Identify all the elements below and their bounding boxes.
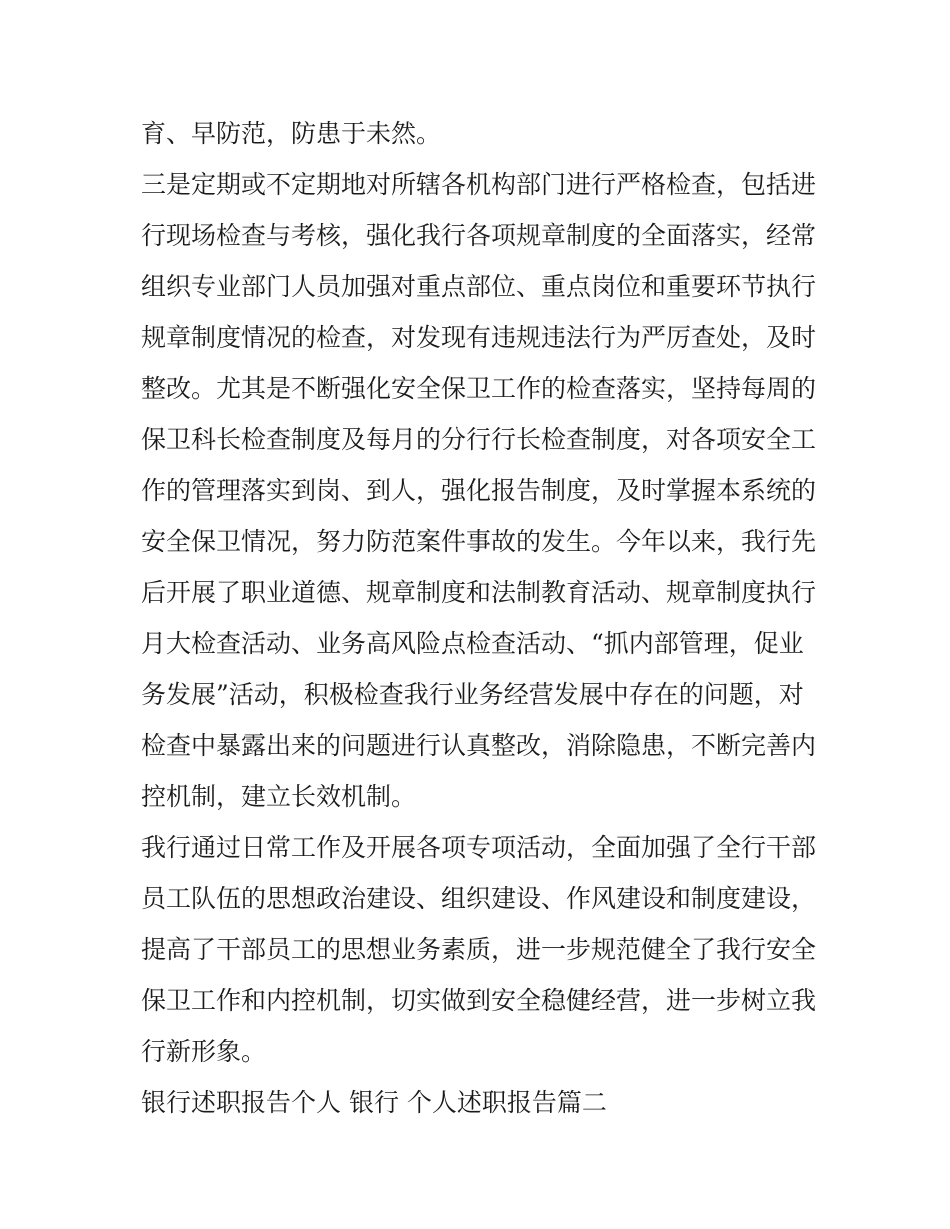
text-line: 保卫科长检查制度及每月的分行行长检查制度，对各项安全工 [141, 425, 817, 454]
text-line: 作的管理落实到岗、到人，强化报告制度，及时掌握本系统的 [141, 476, 817, 505]
text-line: 规章制度情况的检查，对发现有违规违法行为严厉查处，及时 [141, 323, 817, 352]
text-line: 控机制，建立长效机制。 [141, 782, 417, 811]
paragraph-continuation [141, 108, 821, 159]
text-line: 安全保卫情况，努力防范案件事故的发生。今年以来，我行先 [141, 527, 817, 556]
text-line: 后开展了职业道德、规章制度和法制教育活动、规章制度执行 [141, 578, 817, 607]
text-line: 检查中暴露出来的问题进行认真整改，消除隐患，不断完善内 [141, 731, 817, 760]
section-heading [141, 1077, 821, 1128]
paragraph-inspection [141, 159, 821, 822]
text-line: 行新形象。 [141, 1037, 267, 1066]
text-line: 保卫工作和内控机制，切实做到安全稳健经营，进一步树立我 [141, 986, 817, 1015]
text-line: 三是定期或不定期地对所辖各机构部门进行严格检查，包括进 [141, 170, 817, 199]
document-body [141, 108, 821, 1128]
paragraph-summary [141, 822, 821, 1077]
text-line: 行现场检查与考核，强化我行各项规章制度的全面落实，经常 [141, 221, 817, 250]
text-line: 我行通过日常工作及开展各项专项活动，全面加强了全行干部 [141, 833, 817, 862]
text-line: 员工队伍的思想政治建设、组织建设、作风建设和制度建设， [141, 884, 817, 913]
text-line: 务发展”活动，积极检查我行业务经营发展中存在的问题，对 [141, 680, 804, 709]
text-line: 整改。尤其是不断强化安全保卫工作的检查落实，坚持每周的 [141, 374, 817, 403]
text-line: 育、早防范，防患于未然。 [141, 119, 442, 148]
text-line: 提高了干部员工的思想业务素质，进一步规范健全了我行安全 [141, 935, 817, 964]
text-line: 月大检查活动、业务高风险点检查活动、“抓内部管理，促业 [141, 629, 804, 658]
text-line: 组织专业部门人员加强对重点部位、重点岗位和重要环节执行 [141, 272, 817, 301]
heading-line: 银行述职报告个人 银行 个人述职报告篇二 [141, 1088, 607, 1117]
